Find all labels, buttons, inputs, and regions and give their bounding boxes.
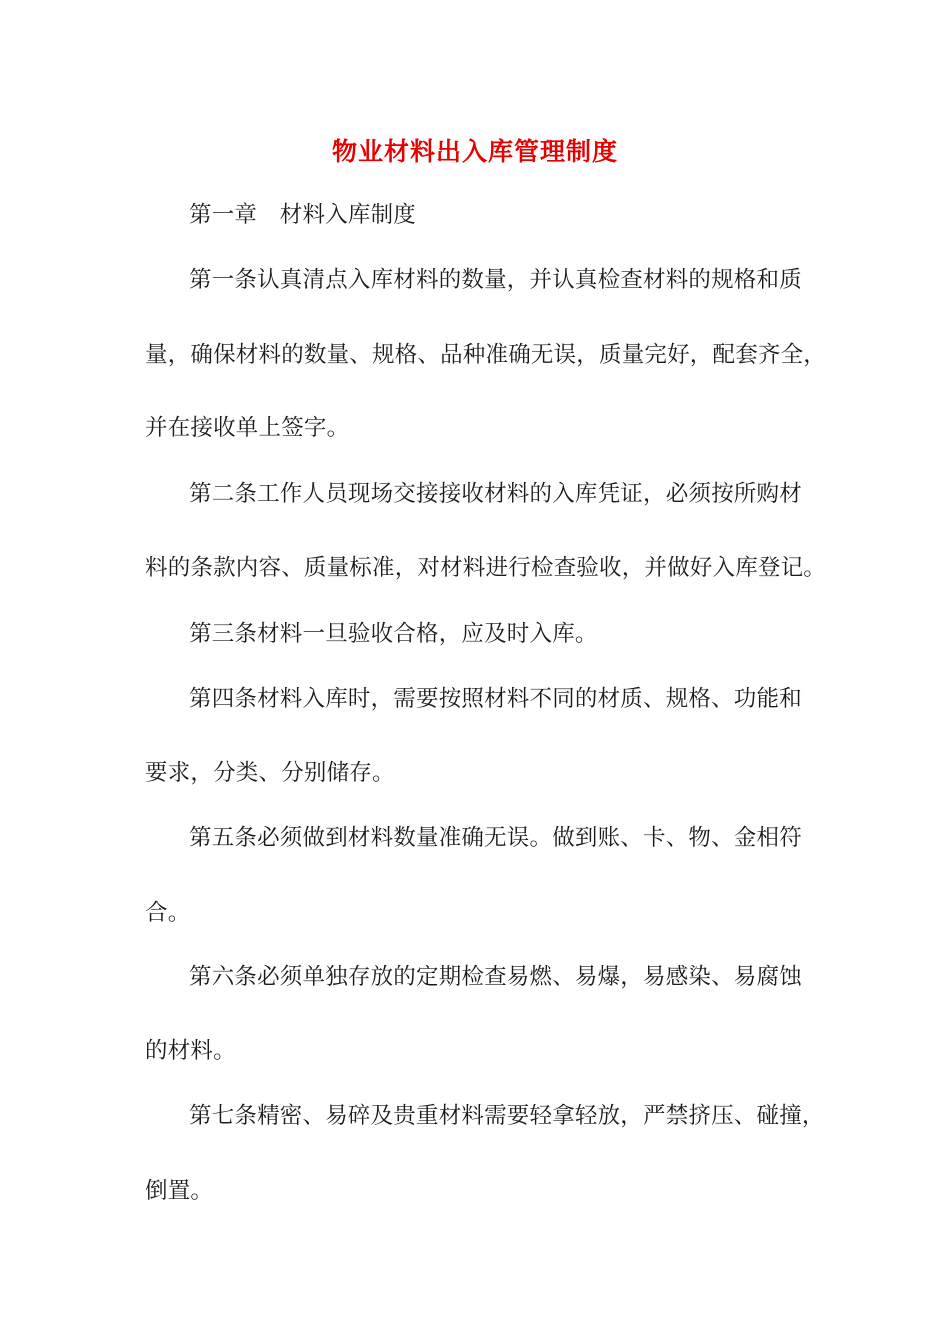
article-7-line-2: 倒置。 [145, 1178, 214, 1204]
article-5-line-2: 合。 [145, 900, 191, 926]
article-1-line-1: 第一条认真清点入库材料的数量，并认真检查材料的规格和质 [189, 267, 802, 293]
article-6-line-2: 的材料。 [145, 1038, 236, 1064]
article-6-line-1: 第六条必须单独存放的定期检查易燃、易爆，易感染、易腐蚀 [189, 964, 802, 990]
article-1-line-3: 并在接收单上签字。 [145, 415, 350, 441]
article-4-line-1: 第四条材料入库时，需要按照材料不同的材质、规格、功能和 [189, 686, 802, 712]
article-5-line-1: 第五条必须做到材料数量准确无误。做到账、卡、物、金相符 [189, 825, 802, 851]
article-2-line-1: 第二条工作人员现场交接接收材料的入库凭证，必须按所购材 [189, 481, 802, 507]
chapter-heading: 第一章 材料入库制度 [189, 202, 417, 228]
article-7-line-1: 第七条精密、易碎及贵重材料需要轻拿轻放，严禁挤压、碰撞， [189, 1103, 825, 1129]
article-1-line-2: 量，确保材料的数量、规格、品种准确无误，质量完好，配套齐全， [145, 342, 827, 368]
article-2-line-2: 料的条款内容、质量标准，对材料进行检查验收，并做好入库登记。 [145, 555, 827, 581]
article-3-line-1: 第三条材料一旦验收合格，应及时入库。 [189, 621, 598, 647]
article-4-line-2: 要求，分类、分别储存。 [145, 760, 395, 786]
document-title: 物业材料出入库管理制度 [331, 137, 618, 166]
